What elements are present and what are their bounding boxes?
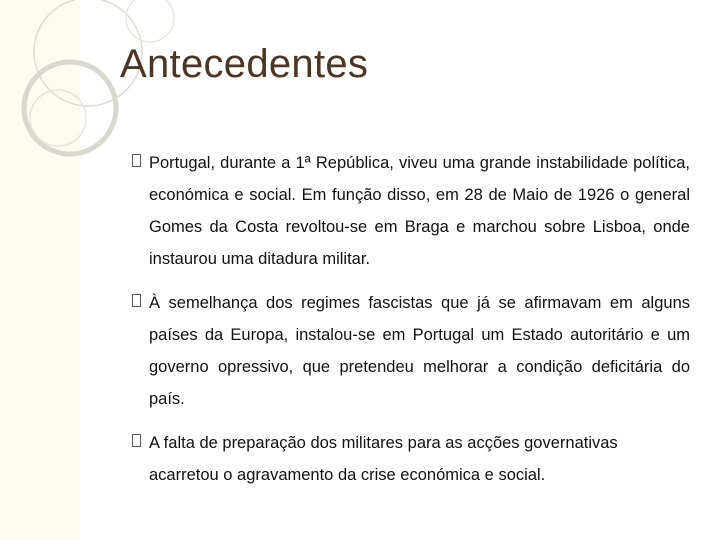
list-item: [132, 147, 690, 275]
list-item: [132, 287, 690, 415]
bullet-box-icon: [132, 154, 141, 167]
bullet-box-icon: [132, 434, 141, 447]
list-item: [132, 427, 690, 491]
bullet-text: À semelhança dos regimes fascistas que já se afirmavam em alguns países da Europa, instalou-se em Portugal um Estado autoritário e um governo opressivo, que pretendeu melhorar a condição deficitária do país.: [149, 294, 690, 408]
bullet-list: [132, 147, 690, 503]
bullet-box-icon: [132, 294, 141, 307]
bullet-text: Portugal, durante a 1ª República, viveu uma grande instabilidade política, económica e social. Em função disso, em 28 de Maio de 1926 o general Gomes da Costa revoltou-se em Braga e marchou sobre Lisboa, onde instaurou uma ditadura militar.: [149, 154, 690, 268]
bullet-text: A falta de preparação dos militares para as acções governativas acarretou o agravamento da crise económica e social.: [149, 434, 618, 484]
slide-title: Antecedentes: [120, 42, 369, 86]
